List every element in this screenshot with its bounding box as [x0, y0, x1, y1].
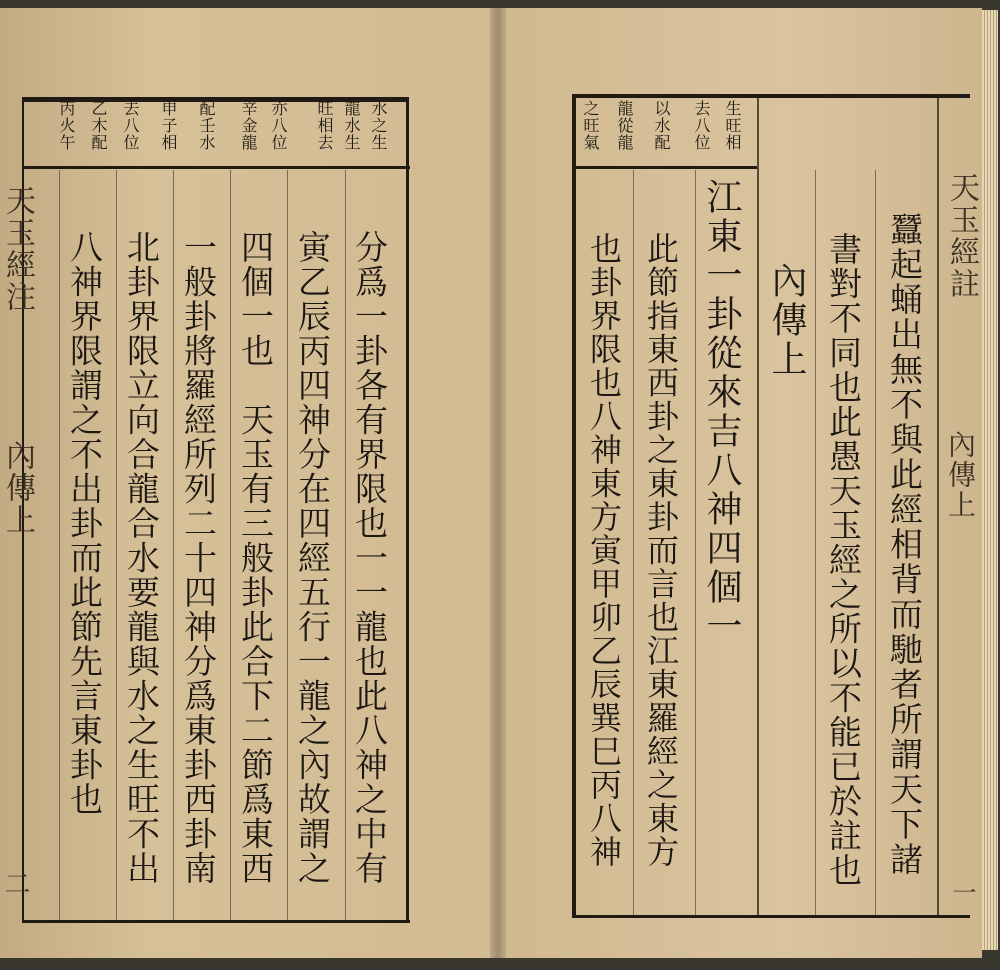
text-column: 寅乙辰丙四神分在四經五行一龍之內故謂之 — [293, 230, 332, 886]
text-column: 分爲一卦各有界限也一一龍也此八神之中有 — [350, 230, 389, 886]
text-column: 四個一也 天玉有三般卦此合下二節爲東西 — [236, 230, 275, 886]
header-note: 旺相去 — [315, 100, 334, 151]
book-gutter — [490, 8, 506, 958]
left-margin-title: 天玉經注 — [0, 185, 35, 313]
header-note: 水之生 — [369, 100, 388, 151]
left-page-number: 二 — [0, 870, 30, 898]
text-column: 蠶起蛹出無不與此經相背而馳者所謂天下諸 — [885, 212, 924, 877]
header-note: 辛金龍 — [239, 100, 258, 151]
header-note: 配壬水 — [197, 100, 216, 151]
right-page-number: 一 — [948, 880, 976, 906]
header-note: 申子相 — [159, 100, 178, 151]
header-note: 去八位 — [692, 100, 711, 151]
text-column: 書對不同也此愚天玉經之所以不能已於註也 — [824, 232, 863, 888]
text-column: 八神界限謂之不出卦而此節先言東卦也 — [65, 230, 104, 817]
header-note: 之旺氣 — [581, 100, 600, 151]
left-margin-section: 內傳上 — [0, 440, 35, 536]
header-note: 以水配 — [652, 100, 671, 151]
text-column: 北卦界限立向合龍合水要龍與水之生旺不出 — [122, 230, 161, 886]
header-note: 亦八位 — [269, 100, 288, 151]
header-note: 龍從龍 — [615, 100, 634, 151]
right-margin-section: 內傳上 — [944, 430, 977, 520]
header-note: 去八位 — [121, 100, 140, 151]
text-column: 一般卦將羅經所列二十四神分爲東卦西卦南 — [179, 230, 218, 886]
right-margin-title: 天玉經註 — [944, 172, 979, 300]
text-column: 江東一卦從來吉八神四個一 — [701, 178, 742, 646]
header-note: 乙木配 — [89, 100, 108, 151]
book-page-edges — [982, 10, 998, 950]
section-heading: 內傳上 — [766, 262, 807, 379]
header-note: 龍水生 — [342, 100, 361, 151]
text-column: 也卦界限也八神東方寅甲卯乙辰巽巳丙八神 — [585, 232, 623, 869]
header-note: 生旺相 — [723, 100, 742, 151]
text-column: 此節指東西卦之東卦而言也江東羅經之東方 — [642, 232, 680, 869]
header-note: 丙火午 — [57, 100, 76, 151]
